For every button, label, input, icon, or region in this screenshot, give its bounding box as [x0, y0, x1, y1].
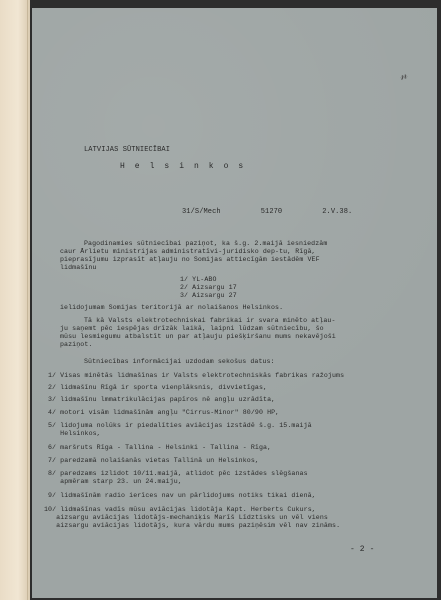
info-item: 7/ paredzamā nolaišanās vietas Tallinā un Helsinkos,: [48, 457, 259, 464]
aircraft-item: 2/ Aizsargu 17: [180, 284, 237, 291]
body-line: mūsu lesmiegumu atbalstīt un par atļauju piešķiršanu mums nekavējoši: [60, 333, 336, 340]
document-page: [32, 8, 437, 598]
info-item: 3/ lidmašīnu lmmatrikulācijas papīros nē angļu uzrādīta,: [48, 396, 276, 403]
addressee: LATVIJAS SŪTNIECĪBAI: [84, 146, 171, 154]
aircraft-item: 3/ Aizsargu 27: [180, 292, 237, 299]
info-item: 9/ lidmašīnām radio ierīces nav un pārlidojums notiks tikai dienā,: [48, 492, 316, 499]
info-item: 1/ Visas minētās lidmašīnas ir Valsts elektrotechniskās fabrikas ražojums: [48, 372, 345, 379]
info-item: 2/ lidmašīnu Rīgā ir sporta vienplāksnis, divvietīgas,: [48, 384, 268, 391]
info-item: 8/ paredzams izlidot 10/11.maijā, atlidot pēc izstādes slēgšanas: [48, 470, 308, 477]
info-item: 6/ maršruts Rīga - Tallina - Helsinki - Tallina - Rīga,: [48, 444, 272, 451]
left-paper-strip: [0, 0, 30, 600]
paper-edge: [27, 0, 28, 600]
page-marker: - 2 -: [350, 545, 375, 554]
intro-line: caur Ārlietu ministrijas administratīvi-juridisko dep-tu, Rīgā,: [60, 248, 316, 255]
intro-line: Pagodinamies sūtniecībai paziņot, ka š.g. 2.maijā iesniedzām: [84, 240, 328, 247]
info-item: aizsargu aviācijas lidotājs, kura vārdu mums paziņēsim vēl nav zināms.: [44, 522, 341, 529]
info-item: aizsargu aviācijas lidotājs-mechaniķis Marīš Līdztisks un vēl viens: [44, 514, 328, 521]
intro-line: lidmašīnu: [60, 264, 97, 271]
body-line: paziņot.: [60, 341, 93, 348]
info-item: apmēram starp 23. un 24.maiju,: [48, 478, 182, 485]
handwritten-mark: 𝓃: [398, 67, 409, 83]
ref-number: 31/S/Mech: [182, 208, 221, 216]
letter-date: 2.V.38.: [322, 208, 353, 216]
reference-line: [182, 208, 352, 216]
city: H e l s i n k o s: [120, 162, 246, 171]
info-intro: Sūtniecības informācijai uzdodam sekošus datus:: [84, 358, 275, 365]
body-line: Tā kā Valsts elektrotechniskai fabrikai ir svara minēto atļau-: [84, 317, 336, 324]
aircraft-item: 1/ YL-ABO: [180, 276, 217, 283]
info-item: 10/ lidmašīnas vadīs mūsu aviācijas lidotāja Kapt. Herberts Cukurs,: [44, 506, 316, 513]
info-item: Helsinkos,: [48, 430, 101, 437]
info-item: 4/ motori visām lidmašīnām angļu "Cirrus-Minor" 80/90 HP,: [48, 409, 280, 416]
intro-tail: ielidojumam Somijas teritorijā ar nolaišanos Helsinkos.: [60, 304, 284, 311]
ref-code: 51270: [260, 208, 283, 216]
intro-line: pieprasījumu izprasīt atļauju no Somijas attiecīgām iestādēm VEF: [60, 256, 320, 263]
info-item: 5/ lidojuma nolūks ir piedalīties aviācijas izstādē š.g. 15.maijā: [48, 422, 312, 429]
body-line: ju saņemt pēc iespējas drīzāk laikā, laipni lūdzam sūtniecību, šo: [60, 325, 324, 332]
